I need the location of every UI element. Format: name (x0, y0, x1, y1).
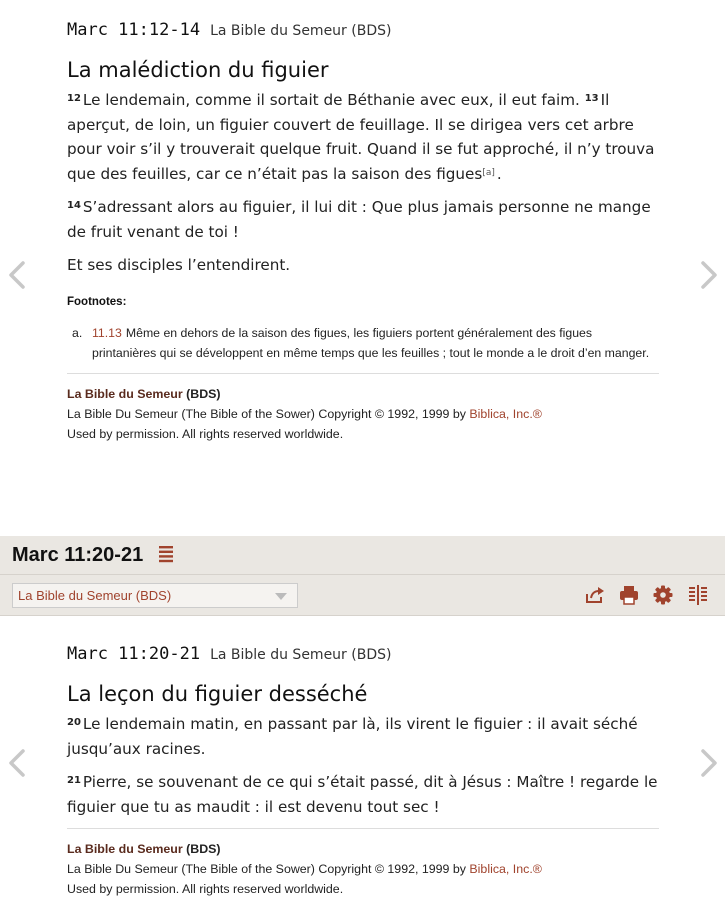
parallel-icon[interactable] (688, 585, 708, 605)
verse-paragraph (67, 195, 659, 244)
next-chapter-arrow-icon[interactable] (697, 743, 721, 783)
passage-1-content (67, 20, 659, 444)
passage-2 (0, 616, 725, 916)
verse-number: 14 (67, 200, 81, 211)
verse-paragraph (67, 770, 659, 819)
list-icon[interactable] (156, 544, 176, 564)
copyright-version-title[interactable]: La Bible du Semeur (67, 386, 183, 401)
version-select[interactable] (12, 583, 298, 608)
divider (67, 828, 659, 829)
footnotes-heading: Footnotes: (67, 295, 127, 308)
share-icon[interactable] (585, 585, 605, 605)
copyright-version-title[interactable]: La Bible du Semeur (67, 842, 183, 856)
passage-reference: Marc 11:20-21 (67, 644, 201, 664)
passage-toolbar (0, 536, 725, 616)
verse-number: 12 (67, 93, 81, 104)
passage-version: La Bible du Semeur (BDS) (210, 23, 392, 39)
footnote-verse-link[interactable]: 11.13 (92, 325, 122, 340)
publisher-link[interactable]: Biblica, Inc.® (469, 406, 542, 421)
verse-text: . (496, 164, 502, 183)
copyright-version-abbr: (BDS) (186, 842, 221, 856)
verse-paragraph: Et ses disciples l’entendirent. (67, 256, 291, 274)
footnote-text: Même en dehors de la saison des figues, les figuiers portent généralement des figues printanières qui se développent en même temps que les feuilles ; tout le monde a le droit d’en manger. (92, 325, 650, 360)
passage-2-content (67, 644, 659, 899)
copyright-text: La Bible Du Semeur (The Bible of the Sower) Copyright © 1992, 1999 by (67, 406, 470, 421)
footnote-marker-link[interactable]: [a] (482, 167, 495, 178)
passage-header (67, 644, 659, 664)
copyright-text: La Bible Du Semeur (The Bible of the Sower) Copyright © 1992, 1999 by (67, 862, 470, 876)
footnote-item (67, 323, 659, 363)
verse-paragraph (67, 88, 659, 186)
version-select-value: La Bible du Semeur (BDS) (18, 588, 172, 603)
verse-text: S’adressant alors au figuier, il lui dit : Que plus jamais personne ne mange de fruit venant de toi ! (67, 198, 651, 241)
gear-icon[interactable] (653, 585, 673, 605)
copyright-block (67, 839, 659, 899)
copyright-block (67, 384, 659, 444)
copyright-version-abbr: (BDS) (186, 386, 221, 401)
chevron-down-icon (275, 593, 287, 600)
passage-heading: La leçon du figuier desséché (67, 682, 368, 706)
toolbar-passage-title: Marc 11:20-21 (12, 544, 144, 566)
passage-reference: Marc 11:12-14 (67, 20, 201, 40)
divider (67, 373, 659, 374)
passage-header (67, 20, 659, 40)
print-icon[interactable] (619, 585, 639, 605)
previous-chapter-arrow-icon[interactable] (5, 255, 29, 295)
copyright-permission: Used by permission. All rights reserved worldwide. (67, 882, 344, 896)
passage-version: La Bible du Semeur (BDS) (210, 647, 392, 663)
toolbar-divider (0, 574, 725, 575)
previous-chapter-arrow-icon[interactable] (5, 743, 29, 783)
footnote-body (92, 323, 659, 363)
verse-number: 20 (67, 717, 81, 728)
verse-text: Le lendemain matin, en passant par là, ils virent le figuier : il avait séché jusqu’aux racines. (67, 715, 638, 758)
verse-text: Il aperçut, de loin, un figuier couvert de feuillage. Il se dirigea vers cet arbre pour voir s’il y trouverait quelque fruit. Quand il se fut approché, il n’y trouva que des feuilles, car ce n’était pas la saison des figues (67, 91, 655, 183)
verse-number: 13 (584, 93, 599, 104)
publisher-link[interactable]: Biblica, Inc.® (469, 862, 542, 876)
verse-text: Le lendemain, comme il sortait de Béthanie avec eux, il eut faim. (82, 91, 585, 109)
passage-heading: La malédiction du figuier (67, 58, 329, 82)
next-chapter-arrow-icon[interactable] (697, 255, 721, 295)
verse-text: Pierre, se souvenant de ce qui s’était passé, dit à Jésus : Maître ! regarde le figuier que tu as maudit : il est devenu tout sec ! (67, 773, 658, 816)
verse-number: 21 (67, 775, 81, 786)
footnote-letter: a. (72, 325, 83, 340)
copyright-permission: Used by permission. All rights reserved worldwide. (67, 426, 344, 441)
verse-paragraph (67, 712, 659, 761)
